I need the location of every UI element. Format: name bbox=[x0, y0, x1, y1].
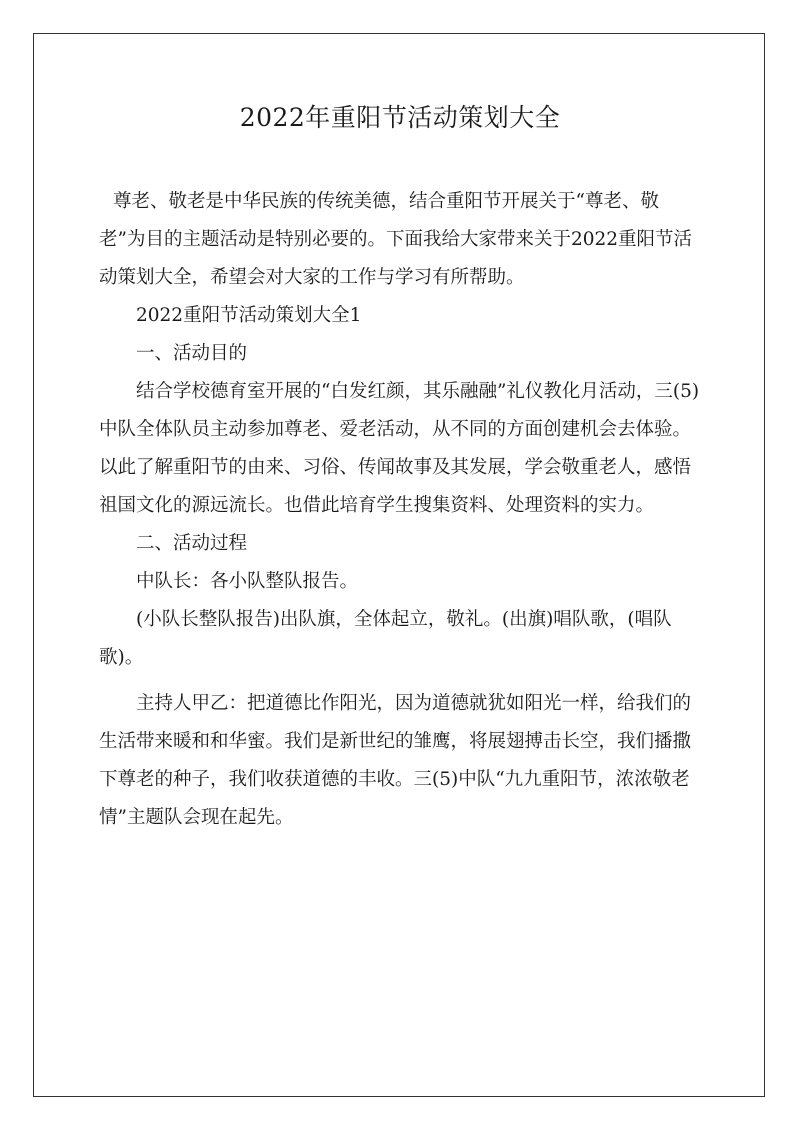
purpose-paragraph: 结合学校德育室开展的“白发红颜，其乐融融”礼仪教化月活动，三(5)中队全体队员主动参加尊老、爱老活动，从不同的方面创建机会去体验。以此了解重阳节的由来、习俗、传闻故事及其发展，学会敬重老人，感悟祖国文化的源远流长。也借此培育学生搜集资料、处理资料的实力。 bbox=[99, 381, 700, 516]
document-title: 2022年重阳节活动策划大全 bbox=[239, 103, 561, 132]
heading-activity-process: 二、活动过程 bbox=[136, 533, 248, 554]
process-line-hosts: 主持人甲乙：把道德比作阳光，因为道德就犹如阳光一样，给我们的生活带来暖和和华蜜。我们是新世纪的雏鹰，将展翅搏击长空，我们播撒下尊老的种子，我们收获道德的丰收。三(5)中队“九九重阳节，浓浓敬老情”主题队会现在起先。 bbox=[99, 693, 692, 828]
process-line-captain: 中队长：各小队整队报告。 bbox=[136, 571, 359, 592]
heading-activity-purpose: 一、活动目的 bbox=[136, 343, 248, 364]
document-body bbox=[99, 183, 705, 837]
section-heading-plan-1: 2022重阳节活动策划大全1 bbox=[136, 305, 362, 326]
process-line-flag: (小队长整队报告)出队旗，全体起立，敬礼。(出旗)唱队歌，(唱队歌)。 bbox=[99, 609, 672, 668]
intro-paragraph: 尊老、敬老是中华民族的传统美德，结合重阳节开展关于“尊老、敬老”为目的主题活动是特别必要的。下面我给大家带来关于2022重阳节活动策划大全，希望会对大家的工作与学习有所帮助。 bbox=[99, 191, 693, 288]
